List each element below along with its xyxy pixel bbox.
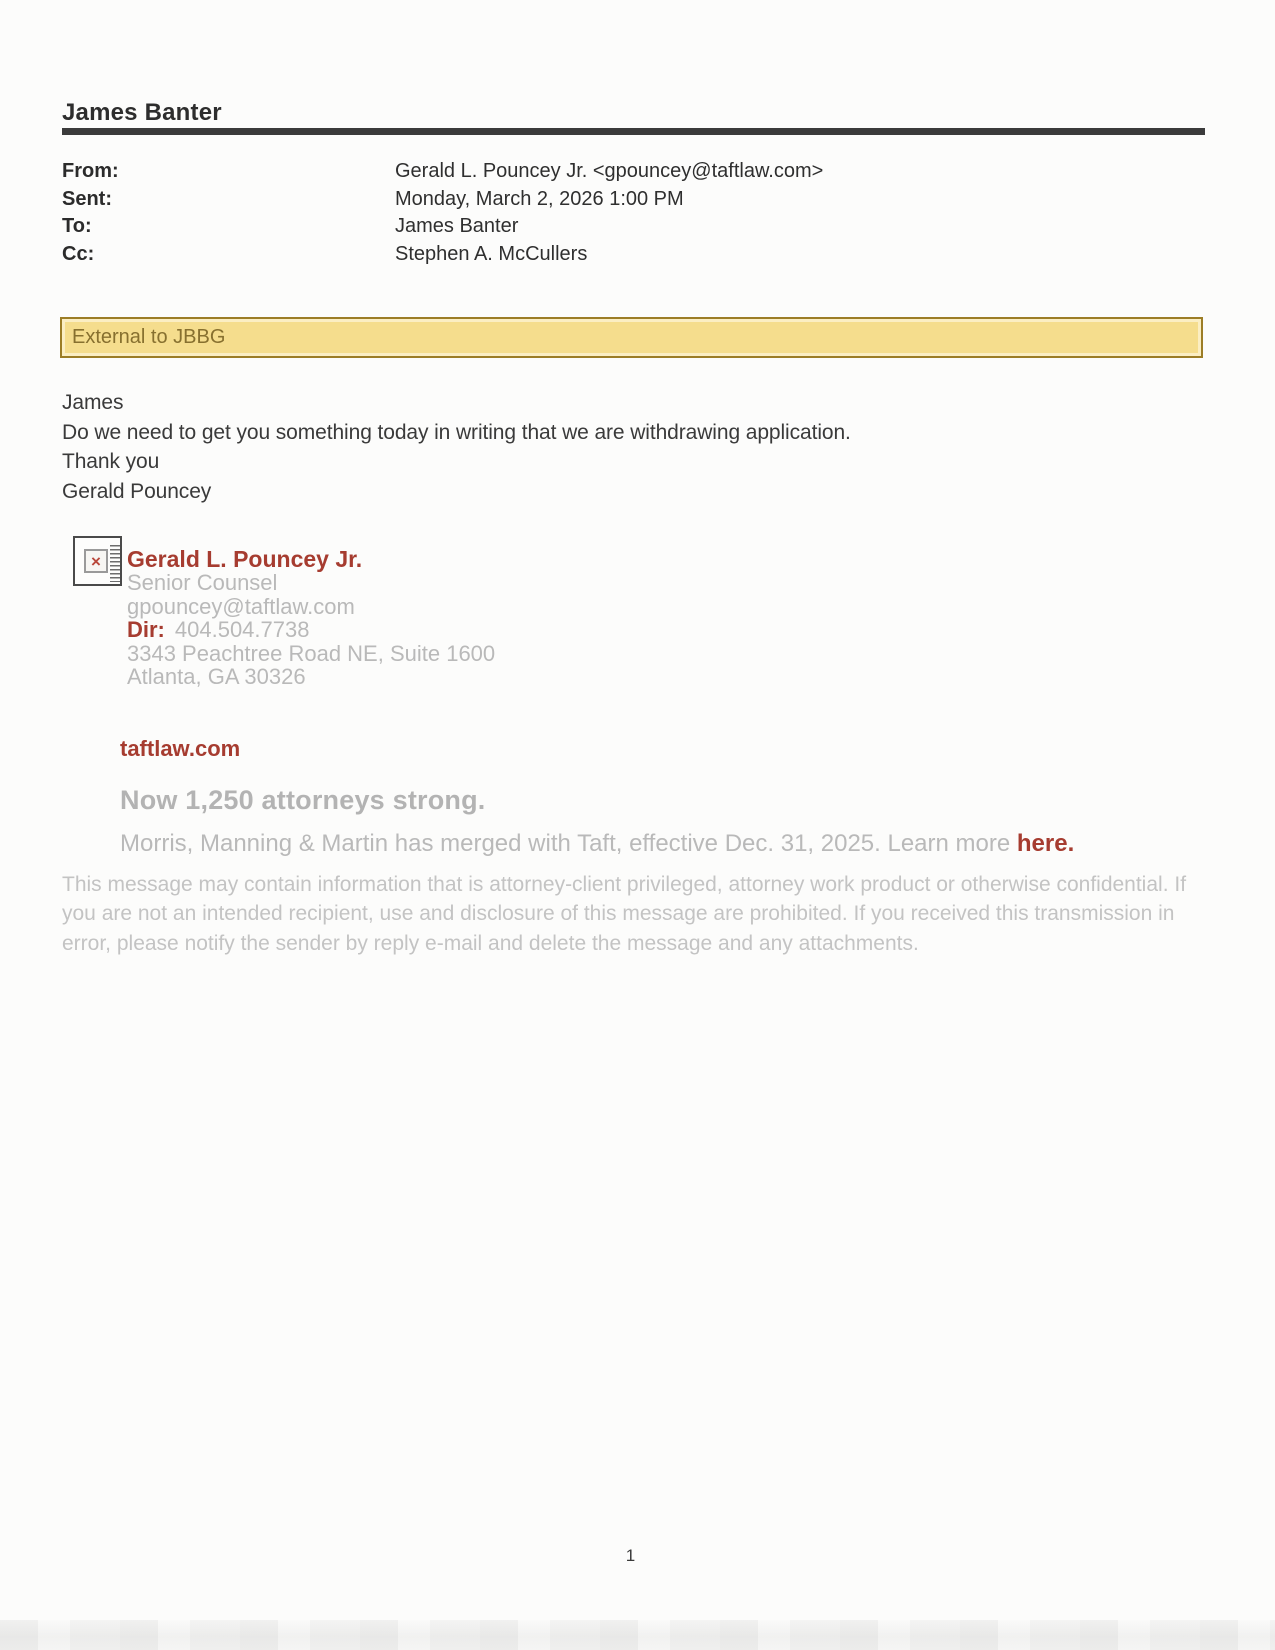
body-line-question: Do we need to get you something today in writing that we are withdrawing application. xyxy=(62,420,851,444)
merger-text: Morris, Manning & Martin has merged with Taft, effective Dec. 31, 2025. Learn more xyxy=(120,830,1017,857)
confidentiality-disclaimer: This message may contain information that is attorney-client privileged, attorney work product or otherwise confidential. If you are not an intended recipient, use and disclosure of this message are prohibited. If you received this transmission in error, please notify the sender by reply e-mail and delete the message and any attachments. xyxy=(62,873,1187,955)
broken-image-hatch-edge xyxy=(110,545,120,582)
firm-tagline: Now 1,250 attorneys strong. xyxy=(120,785,486,815)
here-link[interactable]: here. xyxy=(1016,830,1075,857)
recipient-heading: James Banter xyxy=(62,99,222,126)
scanner-artifact-band xyxy=(0,1620,1275,1650)
email-header-fields xyxy=(62,158,1205,268)
broken-image-icon xyxy=(73,536,122,586)
signature-address-street: 3343 Peachtree Road NE, Suite 1600 xyxy=(127,640,496,666)
signature-title: Senior Counsel xyxy=(127,570,278,595)
dir-label: Dir: xyxy=(127,617,165,642)
broken-image-x-icon: × xyxy=(84,549,108,573)
to-value: James Banter xyxy=(395,215,519,237)
page-number: 1 xyxy=(625,1546,636,1565)
body-line-signoff: Gerald Pouncey xyxy=(62,479,212,503)
from-value: Gerald L. Pouncey Jr. <gpouncey@taftlaw.com> xyxy=(395,160,824,182)
signature-address-city: Atlanta, GA 30326 xyxy=(127,664,306,689)
heading-rule xyxy=(62,128,1205,135)
body-line-thanks: Thank you xyxy=(62,450,160,473)
cc-label: Cc: xyxy=(62,242,95,265)
cc-value: Stephen A. McCullers xyxy=(395,242,588,265)
signature-block xyxy=(127,547,495,689)
sent-label: Sent: xyxy=(62,187,112,210)
signature-name: Gerald L. Pouncey Jr. xyxy=(127,546,363,572)
signature-email: gpouncey@taftlaw.com xyxy=(127,593,355,619)
external-banner-text: External to JBBG xyxy=(72,326,226,348)
from-label: From: xyxy=(62,160,119,182)
external-warning-banner xyxy=(60,317,1203,358)
sent-value: Monday, March 2, 2026 1:00 PM xyxy=(395,187,684,210)
dir-phone: 404.504.7738 xyxy=(174,617,310,642)
body-line-greeting: James xyxy=(62,391,124,414)
email-body xyxy=(62,388,1062,506)
merger-announcement xyxy=(120,830,1074,858)
signature-phone-row xyxy=(127,618,495,642)
to-label: To: xyxy=(62,215,92,237)
website-link[interactable]: taftlaw.com xyxy=(120,736,241,761)
